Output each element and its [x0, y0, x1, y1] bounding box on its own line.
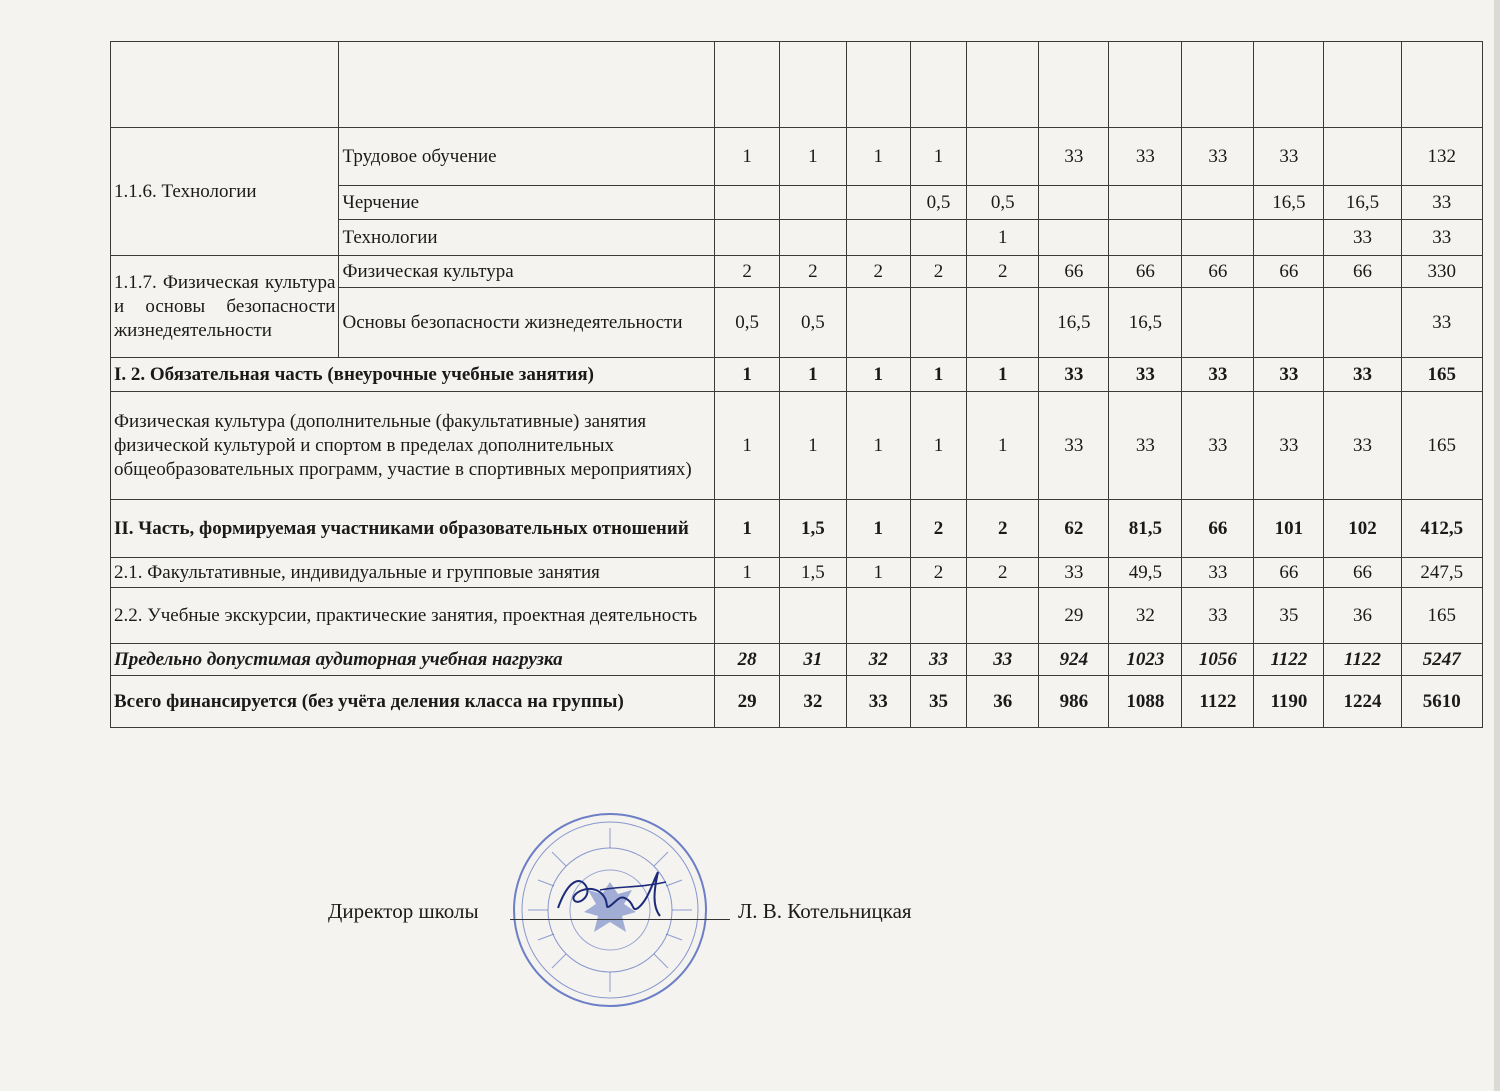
total-cell: 247,5: [1401, 558, 1482, 588]
total-cell: 412,5: [1401, 500, 1482, 558]
total-cell: 5610: [1401, 676, 1482, 728]
value-cell: 1: [967, 358, 1039, 392]
value-cell: 1: [846, 500, 910, 558]
value-cell: 1224: [1324, 676, 1401, 728]
value-cell: 1,5: [779, 558, 846, 588]
section-row: [111, 358, 1483, 392]
value-cell: [846, 288, 910, 358]
subject-area-cell: 1.1.7. Физическая культура и основы безопасности жизнедеятельности: [111, 256, 339, 358]
value-cell: 66: [1324, 558, 1401, 588]
value-cell: 2: [967, 558, 1039, 588]
value-cell: [1182, 186, 1254, 220]
value-cell: 29: [1039, 588, 1109, 644]
value-cell: 102: [1324, 500, 1401, 558]
header-cell: [111, 42, 339, 128]
table-row: [111, 128, 1483, 186]
value-cell: 1,5: [779, 500, 846, 558]
row-label: 2.2. Учебные экскурсии, практические занятия, проектная деятельность: [111, 588, 715, 644]
value-cell: 1: [910, 128, 967, 186]
value-cell: [1039, 220, 1109, 256]
value-cell: 2: [846, 256, 910, 288]
table-row: [111, 588, 1483, 644]
value-cell: 33: [1039, 128, 1109, 186]
total-cell: 165: [1401, 392, 1482, 500]
row-label: Всего финансируется (без учёта деления класса на группы): [111, 676, 715, 728]
total-cell: 33: [1401, 186, 1482, 220]
value-cell: 1: [967, 220, 1039, 256]
director-name: Л. В. Котельницкая: [738, 899, 912, 923]
value-cell: 66: [1324, 256, 1401, 288]
value-cell: 2: [910, 558, 967, 588]
value-cell: 1: [846, 558, 910, 588]
value-cell: [1324, 288, 1401, 358]
value-cell: [910, 588, 967, 644]
value-cell: 16,5: [1039, 288, 1109, 358]
value-cell: [846, 186, 910, 220]
value-cell: [779, 186, 846, 220]
value-cell: [910, 288, 967, 358]
row-label: Предельно допустимая аудиторная учебная нагрузка: [111, 644, 715, 676]
value-cell: 33: [1182, 558, 1254, 588]
value-cell: 33: [1182, 392, 1254, 500]
value-cell: 1190: [1254, 676, 1324, 728]
subject-cell: Основы безопасности жизнедеятельности: [339, 288, 715, 358]
value-cell: [1182, 288, 1254, 358]
value-cell: 66: [1254, 256, 1324, 288]
value-cell: 33: [1039, 392, 1109, 500]
subject-cell: Технологии: [339, 220, 715, 256]
value-cell: 32: [1109, 588, 1182, 644]
value-cell: 33: [1182, 128, 1254, 186]
value-cell: 0,5: [910, 186, 967, 220]
value-cell: 0,5: [779, 288, 846, 358]
value-cell: 33: [1109, 128, 1182, 186]
value-cell: 36: [1324, 588, 1401, 644]
value-cell: 0,5: [715, 288, 780, 358]
value-cell: 33: [910, 644, 967, 676]
value-cell: 66: [1039, 256, 1109, 288]
value-cell: 1122: [1254, 644, 1324, 676]
value-cell: 2: [967, 256, 1039, 288]
total-row: [111, 676, 1483, 728]
value-cell: 32: [779, 676, 846, 728]
value-cell: [779, 588, 846, 644]
value-cell: 66: [1182, 500, 1254, 558]
value-cell: 28: [715, 644, 780, 676]
value-cell: [967, 588, 1039, 644]
value-cell: 1088: [1109, 676, 1182, 728]
value-cell: 81,5: [1109, 500, 1182, 558]
subject-cell: Физическая культура: [339, 256, 715, 288]
total-cell: 132: [1401, 128, 1482, 186]
total-cell: 5247: [1401, 644, 1482, 676]
value-cell: [1109, 186, 1182, 220]
header-row-continuation: [111, 42, 1483, 128]
value-cell: 1: [779, 392, 846, 500]
value-cell: [1324, 128, 1401, 186]
value-cell: [715, 220, 780, 256]
value-cell: 66: [1182, 256, 1254, 288]
subject-cell: Черчение: [339, 186, 715, 220]
value-cell: 1: [715, 558, 780, 588]
value-cell: 1023: [1109, 644, 1182, 676]
section-label: I. 2. Обязательная часть (внеурочные учебные занятия): [111, 358, 715, 392]
value-cell: [967, 288, 1039, 358]
table-row: [111, 558, 1483, 588]
page-edge-shadow: [1494, 0, 1500, 1091]
value-cell: 33: [1109, 358, 1182, 392]
value-cell: 16,5: [1109, 288, 1182, 358]
value-cell: 33: [1324, 358, 1401, 392]
value-cell: 33: [1254, 392, 1324, 500]
value-cell: 33: [1254, 358, 1324, 392]
value-cell: 1: [715, 128, 780, 186]
value-cell: 986: [1039, 676, 1109, 728]
row-label: 2.1. Факультативные, индивидуальные и групповые занятия: [111, 558, 715, 588]
value-cell: [846, 220, 910, 256]
value-cell: 35: [1254, 588, 1324, 644]
subject-cell: Трудовое обучение: [339, 128, 715, 186]
total-cell: 330: [1401, 256, 1482, 288]
total-cell: 33: [1401, 288, 1482, 358]
value-cell: [1254, 220, 1324, 256]
value-cell: 66: [1109, 256, 1182, 288]
value-cell: 101: [1254, 500, 1324, 558]
total-cell: 165: [1401, 358, 1482, 392]
value-cell: 35: [910, 676, 967, 728]
value-cell: 924: [1039, 644, 1109, 676]
value-cell: 31: [779, 644, 846, 676]
value-cell: 33: [1324, 392, 1401, 500]
value-cell: 62: [1039, 500, 1109, 558]
header-cell: [339, 42, 715, 128]
value-cell: [910, 220, 967, 256]
value-cell: 0,5: [967, 186, 1039, 220]
value-cell: 2: [910, 256, 967, 288]
value-cell: 1: [846, 358, 910, 392]
value-cell: 36: [967, 676, 1039, 728]
row-label: Физическая культура (дополнительные (факультативные) занятия физической культурой и спортом в пределах дополнительных общеобразовательных программ, участие в спортивных мероприятиях): [111, 392, 715, 500]
table-row: [111, 392, 1483, 500]
value-cell: 2: [910, 500, 967, 558]
value-cell: 33: [846, 676, 910, 728]
section-row: [111, 500, 1483, 558]
value-cell: 1: [715, 392, 780, 500]
table-row: [111, 256, 1483, 288]
curriculum-table: [110, 41, 1483, 728]
value-cell: 16,5: [1254, 186, 1324, 220]
director-title: Директор школы: [328, 899, 479, 923]
value-cell: 33: [1039, 558, 1109, 588]
value-cell: 33: [1039, 358, 1109, 392]
value-cell: 33: [1324, 220, 1401, 256]
value-cell: 2: [779, 256, 846, 288]
value-cell: 32: [846, 644, 910, 676]
value-cell: 29: [715, 676, 780, 728]
limit-row: [111, 644, 1483, 676]
value-cell: 33: [1182, 588, 1254, 644]
value-cell: 2: [967, 500, 1039, 558]
value-cell: 1: [910, 392, 967, 500]
section-label: II. Часть, формируемая участниками образовательных отношений: [111, 500, 715, 558]
value-cell: 33: [1109, 392, 1182, 500]
value-cell: [715, 588, 780, 644]
value-cell: [1039, 186, 1109, 220]
value-cell: 1: [910, 358, 967, 392]
value-cell: [1182, 220, 1254, 256]
value-cell: 1056: [1182, 644, 1254, 676]
value-cell: 2: [715, 256, 780, 288]
value-cell: [846, 588, 910, 644]
value-cell: 1: [779, 128, 846, 186]
value-cell: 1: [846, 392, 910, 500]
value-cell: 66: [1254, 558, 1324, 588]
value-cell: [967, 128, 1039, 186]
value-cell: 1: [967, 392, 1039, 500]
subject-area-cell: 1.1.6. Технологии: [111, 128, 339, 256]
value-cell: 1122: [1324, 644, 1401, 676]
value-cell: [1254, 288, 1324, 358]
value-cell: [779, 220, 846, 256]
value-cell: 1: [779, 358, 846, 392]
value-cell: 33: [1182, 358, 1254, 392]
total-cell: 33: [1401, 220, 1482, 256]
value-cell: 33: [1254, 128, 1324, 186]
value-cell: 49,5: [1109, 558, 1182, 588]
value-cell: 1: [715, 358, 780, 392]
value-cell: 1122: [1182, 676, 1254, 728]
value-cell: 33: [967, 644, 1039, 676]
signature-rule: [510, 919, 730, 920]
value-cell: 1: [846, 128, 910, 186]
value-cell: [715, 186, 780, 220]
value-cell: 16,5: [1324, 186, 1401, 220]
value-cell: 1: [715, 500, 780, 558]
total-cell: 165: [1401, 588, 1482, 644]
value-cell: [1109, 220, 1182, 256]
